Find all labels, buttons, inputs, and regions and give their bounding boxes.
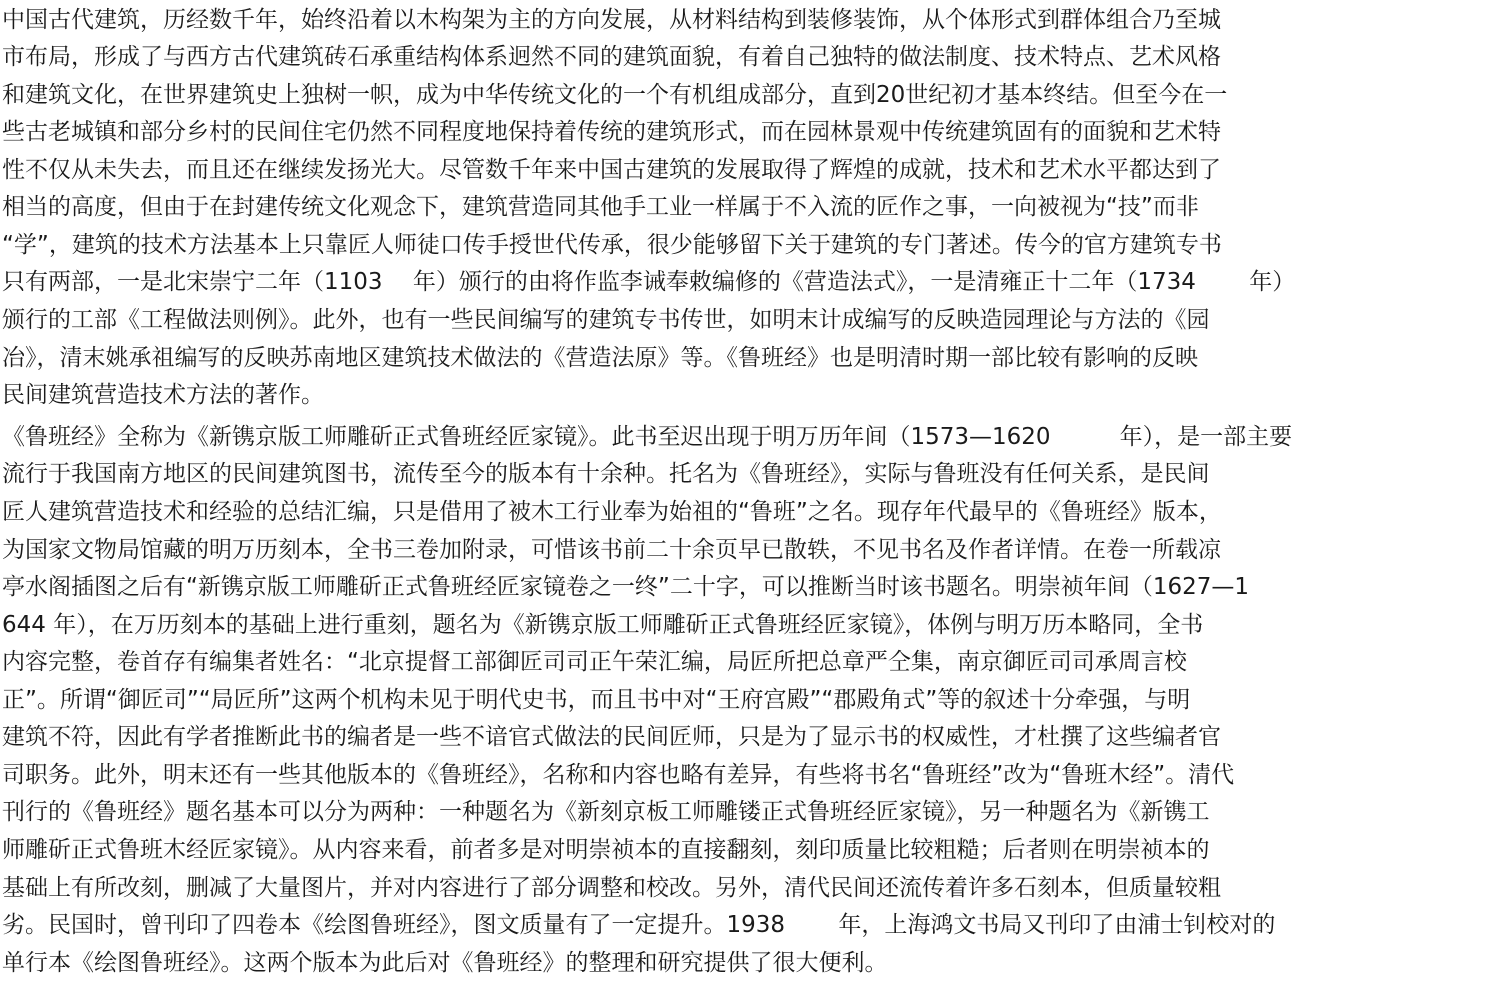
text-line: 些古老城镇和部分乡村的民间住宅仍然不同程度地保持着传统的建筑形式，而在园林景观中传统建筑固有的面貌和艺术特	[2, 119, 1221, 145]
text-line: 颁行的工部《工程做法则例》。此外，也有一些民间编写的建筑专书传世，如明末计成编写的反映造园理论与方法的《园	[2, 307, 1210, 333]
text-line: 建筑不符，因此有学者推断此书的编者是一些不谙官式做法的民间匠师，只是为了显示书的权威性，才杜撰了这些编者官	[2, 724, 1221, 750]
text-line: 644 年），在万历刻本的基础上进行重刻，题名为《新镌京版工师雕斫正式鲁班经匠家镜》，体例与明万历本略同，全书	[2, 612, 1204, 638]
text-line: 市布局，形成了与西方古代建筑砖石承重结构体系迥然不同的建筑面貌，有着自己独特的做法制度、技术特点、艺术风格	[2, 44, 1221, 70]
text-line: 和建筑文化，在世界建筑史上独树一帜，成为中华传统文化的一个有机组成部分，直到20世纪初才基本终结。但至今在一	[2, 82, 1228, 108]
text-line: 流行于我国南方地区的民间建筑图书，流传至今的版本有十余种。托名为《鲁班经》，实际与鲁班没有任何关系，是民间	[2, 461, 1210, 487]
text-line: 亭水阁插图之后有“新镌京版工师雕斫正式鲁班经匠家镜卷之一终”二十字，可以推断当时该书题名。明崇祯年间（1627—1	[2, 574, 1249, 600]
text-line: 《鲁班经》全称为《新镌京版工师雕斫正式鲁班经匠家镜》。此书至迟出现于明万历年间（1573—1620 年），是一部主要	[2, 424, 1293, 450]
text-line: 只有两部，一是北宋崇宁二年（1103 年）颁行的由将作监李诫奉敕编修的《营造法式》，一是清雍正十二年（1734 年）	[2, 269, 1296, 295]
text-line: 为国家文物局馆藏的明万历刻本，全书三卷加附录，可惜该书前二十余页早已散轶，不见书名及作者详情。在卷一所载凉	[2, 537, 1221, 563]
text-line: 内容完整，卷首存有编集者姓名：“北京提督工部御匠司司正午荣汇编，局匠所把总章严仝集，南京御匠司司承周言校	[2, 649, 1187, 675]
text-line: 劣。民国时，曾刊印了四卷本《绘图鲁班经》，图文质量有了一定提升。1938 年，上海鸿文书局又刊印了由浦士钊校对的	[2, 912, 1276, 938]
text-line: 相当的高度，但由于在封建传统文化观念下，建筑营造同其他手工业一样属于不入流的匠作之事，一向被视为“技”而非	[2, 194, 1199, 220]
text-line: 匠人建筑营造技术和经验的总结汇编，只是借用了被木工行业奉为始祖的“鲁班”之名。现存年代最早的《鲁班经》版本，	[2, 499, 1222, 525]
text-line: 正”。所谓“御匠司”“局匠所”这两个机构未见于明代史书，而且书中对“王府宫殿”“郡殿角式”等的叙述十分牵强，与明	[2, 687, 1191, 713]
text-line: 民间建筑营造技术方法的著作。	[2, 382, 324, 408]
text-line: 中国古代建筑，历经数千年，始终沿着以木构架为主的方向发展，从材料结构到装修装饰，从个体形式到群体组合乃至城	[2, 7, 1221, 33]
text-line: 单行本《绘图鲁班经》。这两个版本为此后对《鲁班经》的整理和研究提供了很大便利。	[2, 950, 888, 976]
text-line: 基础上有所改刻，删减了大量图片，并对内容进行了部分调整和校改。另外，清代民间还流传着许多石刻本，但质量较粗	[2, 875, 1221, 901]
text-line: 性不仅从未失去，而且还在继续发扬光大。尽管数千年来中国古建筑的发展取得了辉煌的成就，技术和艺术水平都达到了	[2, 157, 1221, 183]
text-line: 司职务。此外，明末还有一些其他版本的《鲁班经》，名称和内容也略有差异，有些将书名“鲁班经”改为“鲁班木经”。清代	[2, 762, 1235, 788]
text-line: 师雕斫正式鲁班木经匠家镜》。从内容来看，前者多是对明崇祯本的直接翻刻，刻印质量比较粗糙；后者则在明崇祯本的	[2, 837, 1210, 863]
text-line: 冶》，清末姚承祖编写的反映苏南地区建筑技术做法的《营造法原》等。《鲁班经》也是明清时期一部比较有影响的反映	[2, 345, 1198, 371]
text-line: 刊行的《鲁班经》题名基本可以分为两种：一种题名为《新刻京板工师雕镂正式鲁班经匠家镜》，另一种题名为《新镌工	[2, 799, 1210, 825]
text-line: “学”，建筑的技术方法基本上只靠匠人师徒口传手授世代传承，很少能够留下关于建筑的专门著述。传今的官方建筑专书	[2, 232, 1222, 258]
